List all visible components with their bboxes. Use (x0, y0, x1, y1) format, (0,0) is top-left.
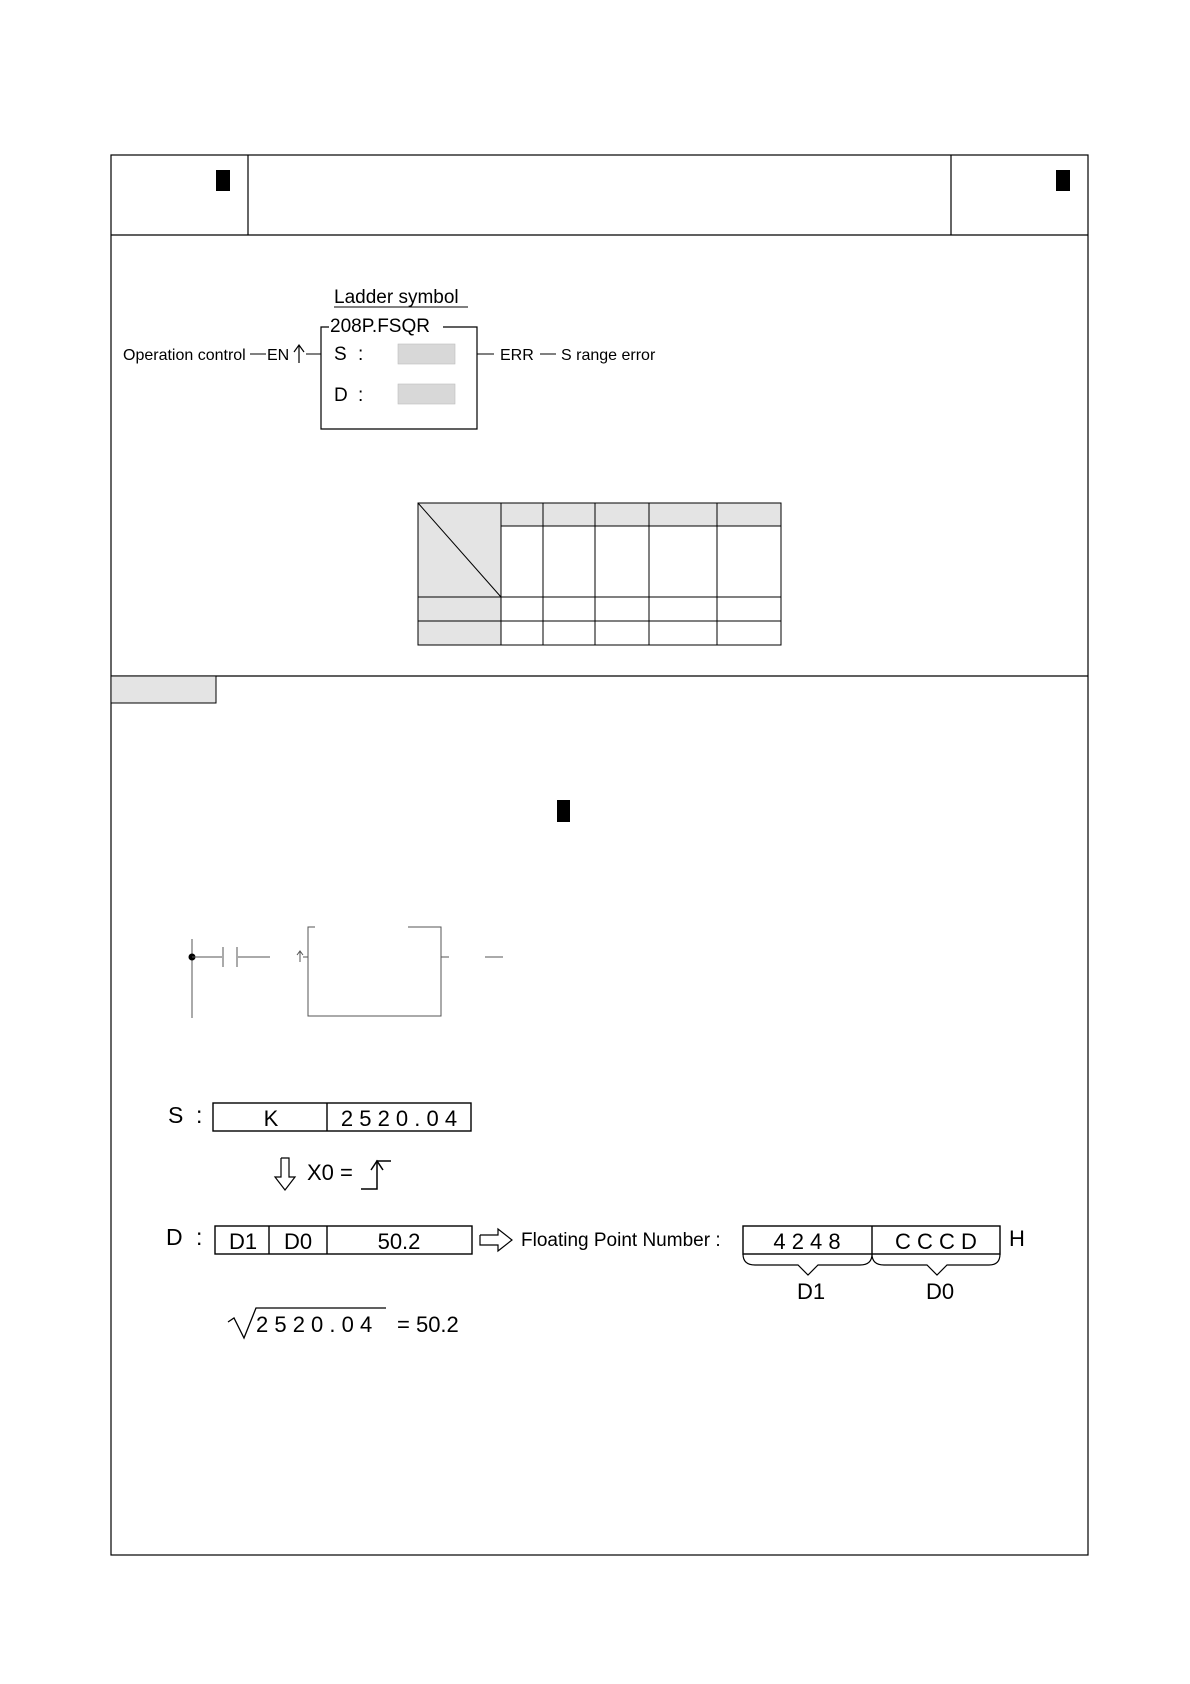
example-d-label: D (166, 1224, 183, 1250)
section-marker (557, 800, 570, 822)
example-s-row (168, 1102, 471, 1131)
register-braces (743, 1254, 1000, 1275)
example-ladder-circuit (189, 927, 503, 1018)
d-operand-field (398, 384, 455, 404)
rising-edge-icon (294, 345, 304, 363)
sqrt-formula (228, 1308, 459, 1338)
d-colon: : (358, 385, 364, 406)
rising-edge-pulse-icon (361, 1161, 391, 1189)
d0-cell: D0 (283, 1229, 313, 1254)
err-label: ERR (500, 347, 534, 364)
en-label: EN (267, 347, 290, 364)
d-operand-label: D (334, 385, 348, 406)
instruction-name: 208P.FSQR (330, 316, 430, 337)
s-operand-label: S (334, 344, 347, 365)
example-s-label: S (168, 1102, 184, 1128)
example-d-row (166, 1224, 1025, 1304)
s-colon: : (358, 344, 364, 365)
sqrt-argument: 2 5 2 0 . 0 4 (256, 1312, 373, 1337)
ladder-symbol (123, 287, 656, 429)
d-result-value: 50.2 (377, 1229, 421, 1254)
right-arrow-icon (480, 1229, 512, 1251)
hex-high-word: 4 2 4 8 (773, 1229, 841, 1254)
brace-d1-label: D1 (796, 1279, 826, 1304)
s-operand-field (398, 344, 455, 364)
s-constant-value: 2 5 2 0 . 0 4 (340, 1106, 458, 1131)
svg-text::: : (196, 1224, 203, 1250)
d1-cell: D1 (228, 1229, 258, 1254)
err-description: S range error (561, 347, 656, 364)
header-frame (111, 155, 1088, 1555)
floating-point-label: Floating Point Number : (521, 1230, 721, 1251)
hex-low-word: C C C D (895, 1229, 977, 1254)
operation-control-label: Operation control (123, 347, 246, 364)
header-marker-right (1056, 170, 1070, 191)
down-arrow-icon (275, 1158, 295, 1190)
ladder-title: Ladder symbol (334, 287, 459, 308)
hex-suffix: H (1009, 1226, 1025, 1251)
sqrt-result: = 50.2 (397, 1312, 459, 1337)
trigger-label: X0 = (307, 1160, 353, 1185)
svg-text::: : (196, 1102, 203, 1128)
s-constant-type: K (263, 1106, 279, 1131)
trigger-row (275, 1158, 391, 1190)
operand-table (418, 503, 781, 645)
section-tab (111, 676, 216, 703)
brace-d0-label: D0 (925, 1279, 955, 1304)
header-marker-left (216, 170, 230, 191)
